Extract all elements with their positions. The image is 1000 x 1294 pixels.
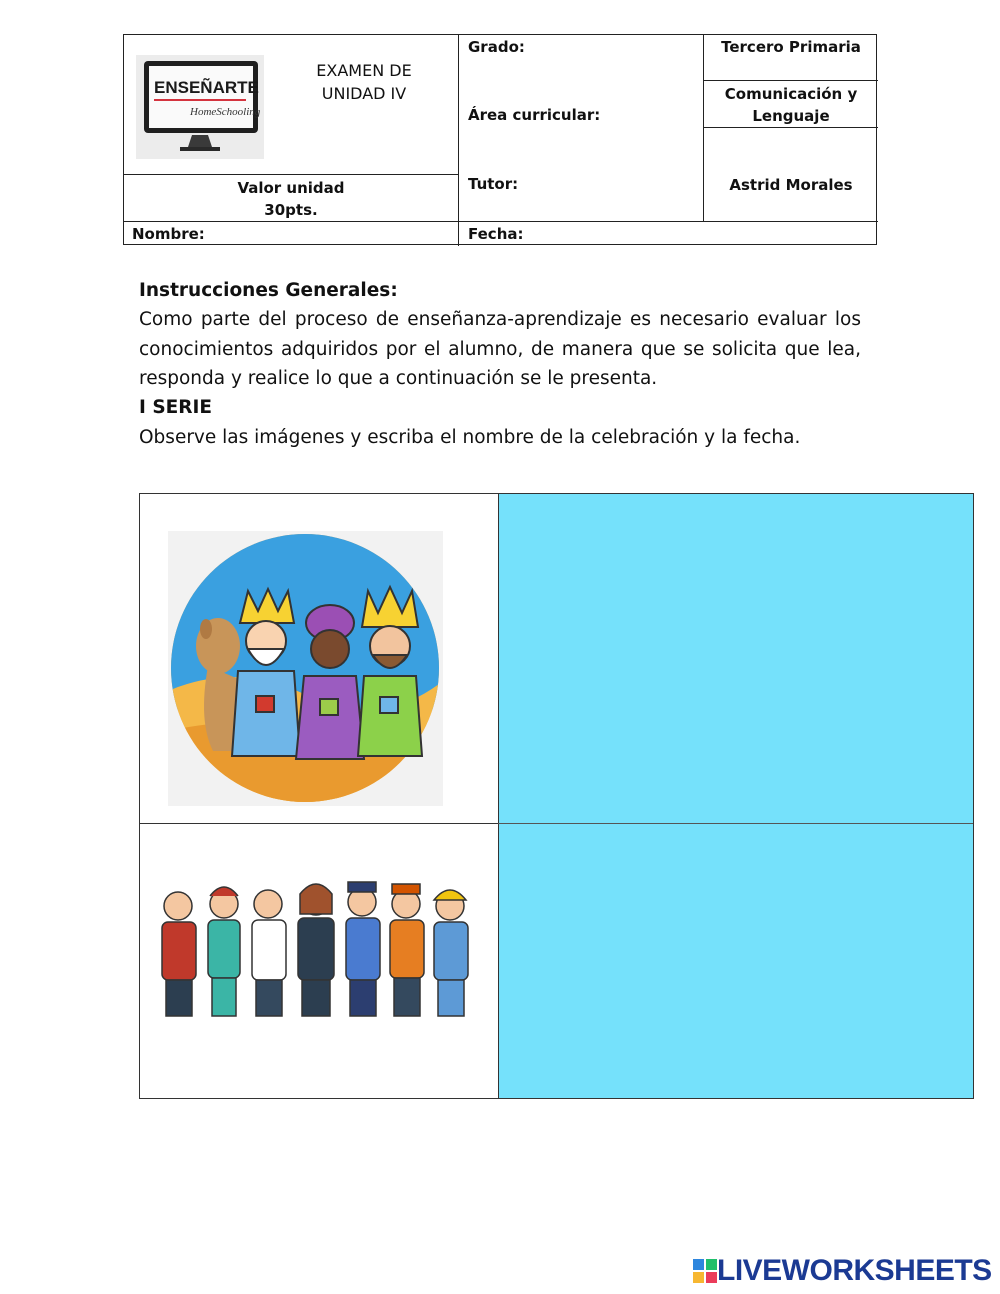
area-curricular-label: Área curricular: — [468, 106, 601, 124]
instructions-paragraph: Como parte del proceso de enseñanza-aprendizaje es necesario evaluar los conocimientos adquiridos por el alumno, de manera que se solicita que lea, responda y realice lo que a continuación se le presenta. — [139, 309, 861, 389]
enseñarte-logo — [136, 55, 264, 159]
tutor-label: Tutor: — [468, 175, 519, 193]
svg-text:ENSEÑARTE: ENSEÑARTE — [154, 78, 259, 97]
nombre-label: Nombre: — [132, 225, 205, 243]
three-kings-image — [168, 531, 443, 806]
valor-unidad-points: 30pts. — [264, 201, 318, 219]
fecha-label: Fecha: — [468, 225, 524, 243]
liveworksheets-logo-icon — [693, 1259, 717, 1283]
serie-title: I SERIE — [139, 397, 213, 418]
serie-instruction: Observe las imágenes y escriba el nombre de la celebración y la fecha. — [139, 427, 801, 448]
area-curricular-value: Comunicación y Lenguaje — [724, 85, 858, 125]
svg-text:HomeSchooling: HomeSchooling — [190, 106, 261, 118]
instructions-title: Instrucciones Generales: — [139, 280, 398, 301]
workers-group-image — [152, 874, 476, 1019]
liveworksheets-brand: LIVEWORKSHEETS — [717, 1254, 992, 1287]
exam-title: EXAMEN DE UNIDAD IV — [316, 61, 412, 103]
liveworksheets-footer — [693, 1254, 992, 1288]
grado-label: Grado: — [468, 38, 525, 56]
tutor-value: Astrid Morales — [729, 176, 853, 194]
exam-header-table — [123, 34, 877, 245]
answer-box-2[interactable] — [499, 824, 973, 1098]
valor-unidad — [124, 177, 458, 221]
activity-table — [139, 493, 974, 1099]
valor-unidad-label: Valor unidad — [237, 179, 345, 197]
answer-box-1[interactable] — [499, 494, 973, 823]
grado-value: Tercero Primaria — [721, 38, 861, 56]
